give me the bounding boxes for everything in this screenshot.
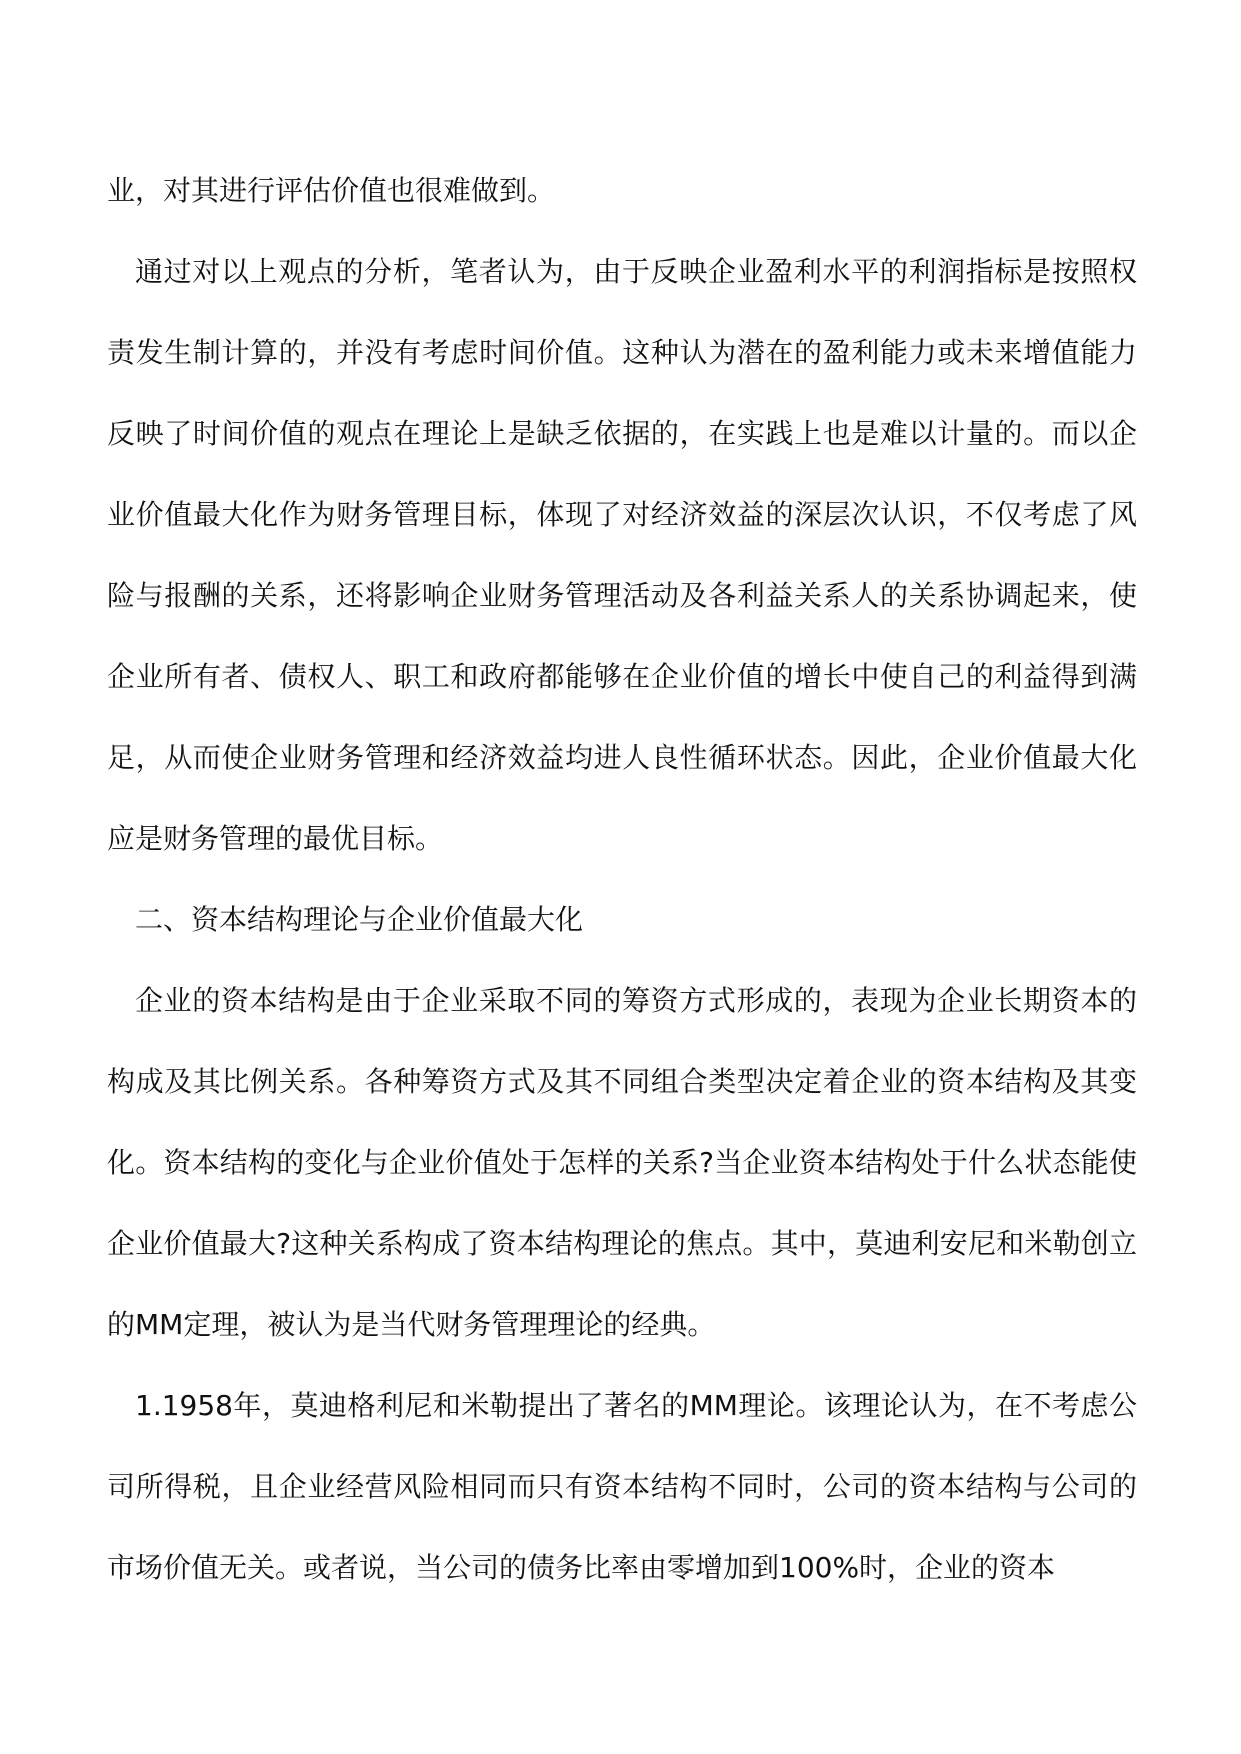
paragraph-continuation: 业，对其进行评估价值也很难做到。	[107, 174, 556, 207]
paragraph-mm-theory: 1.1958年，莫迪格利尼和米勒提出了著名的MM理论。该理论认为，在不考虑公司所得税，且企业经营风险相同而只有资本结构不同时，公司的资本结构与公司的市场价值无关。或者说，当公司的债务比率由零增加到100%时，企业的资本	[107, 1389, 1137, 1584]
paragraph-analysis-conclusion: 通过对以上观点的分析，笔者认为，由于反映企业盈利水平的利润指标是按照权责发生制计算的，并没有考虑时间价值。这种认为潜在的盈利能力或未来增值能力反映了时间价值的观点在理论上是缺乏依据的，在实践上也是难以计量的。而以企业价值最大化作为财务管理目标，体现了对经济效益的深层次认识，不仅考虑了风险与报酬的关系，还将影响企业财务管理活动及各利益关系人的关系协调起来，使企业所有者、债权人、职工和政府都能够在企业价值的增长中使自己的利益得到满足，从而使企业财务管理和经济效益均进人良性循环状态。因此，企业价值最大化应是财务管理的最优目标。	[107, 255, 1137, 855]
paragraph-capital-structure: 企业的资本结构是由于企业采取不同的筹资方式形成的，表现为企业长期资本的构成及其比例关系。各种筹资方式及其不同组合类型决定着企业的资本结构及其变化。资本结构的变化与企业价值处于怎样的关系?当企业资本结构处于什么状态能使企业价值最大?这种关系构成了资本结构理论的焦点。其中，莫迪利安尼和米勒创立的MM定理，被认为是当代财务管理理论的经典。	[107, 984, 1137, 1341]
body-text	[107, 150, 1137, 1608]
section-heading: 二、资本结构理论与企业价值最大化	[135, 903, 584, 936]
